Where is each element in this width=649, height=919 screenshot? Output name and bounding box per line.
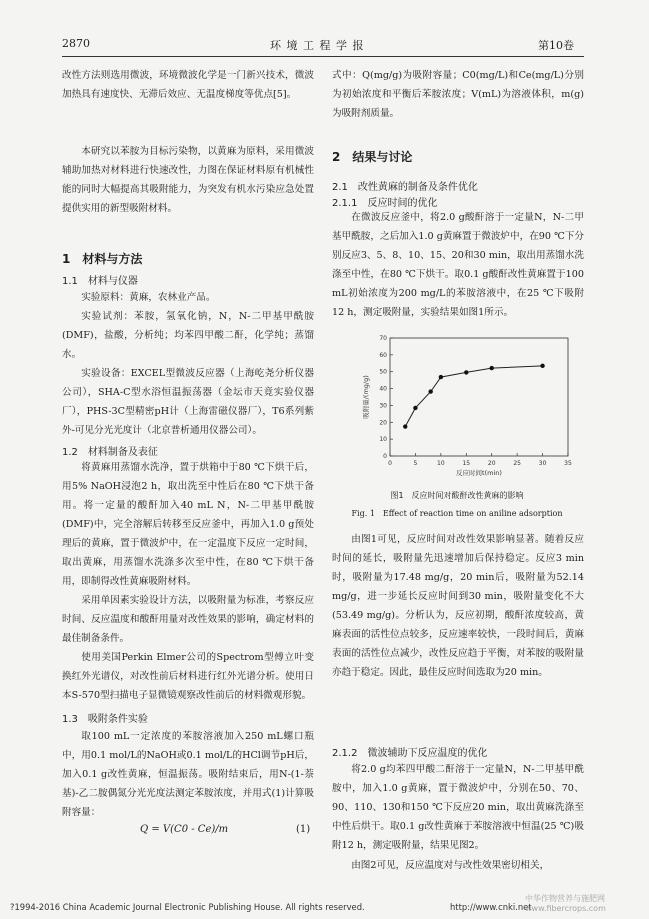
intro-text: 本研究以苯胺为目标污染物，以黄麻为原料，采用微波辅助加热对材料进行快速改性，力图在保证材料原有机械性能的同时大幅提高其吸附能力，为突发有机水污染应急处置提供实用的新型吸附材料。: [62, 146, 314, 214]
y-tick-label: 70: [379, 335, 387, 342]
data-point: [490, 366, 494, 370]
x-tick-label: 0: [388, 460, 392, 467]
last-paragraph: [332, 856, 584, 875]
equation-1: Q = V(C0 - Ce)/m: [140, 824, 229, 835]
y-tick-label: 10: [379, 436, 387, 444]
section-1-3-heading: 1.3 吸附条件实验: [62, 714, 148, 725]
plot-frame: [390, 338, 568, 456]
figure-1-caption-en: Fig. 1 Effect of reaction time on aniline adsorption: [351, 509, 563, 518]
section-1-heading: 1 材料与方法: [62, 252, 143, 266]
x-tick-label: 15: [462, 460, 471, 467]
page-number: 2870: [62, 37, 90, 50]
temperature-text: 将2.0 g均苯四甲酸二酐溶于一定量N，N-二甲基甲酰胺中，加入1.0 g黄麻，置于微波炉中，分别在50、70、90、110、130和150 ℃下反应20 min，取出黄麻洗涤至中性后烘干。取0.1 g改性黄麻于苯胺溶液中恒温(25 ℃)吸附12 h，测定吸附量，结果见图2。: [332, 764, 584, 851]
characterization-text: 使用美国Perkin Elmer公司的Spectrom型傅立叶变换红外光谱仪，对改性前后材料进行红外光谱分析。使用日本S-570型扫描电子显微镜观察改性前后的材料微观形貌。: [62, 652, 314, 701]
x-axis-label: 反应时间t(min): [456, 469, 502, 477]
section-1-2-heading: 1.2 材料制备及表征: [62, 447, 158, 458]
x-tick-label: 35: [564, 460, 572, 467]
section-2-1-2-heading: 2.1.2 微波辅助下反应温度的优化: [332, 748, 488, 759]
data-point: [428, 389, 432, 393]
last-paragraph-text: 由图2可见，反应温度对与改性效果密切相关，: [351, 860, 550, 871]
figure-1-caption-cn: 图1 反应时间对酸酐改性黄麻的影响: [390, 491, 524, 500]
header-rule: [62, 56, 584, 57]
temperature-block: [332, 760, 584, 855]
section-2-1-heading: 2.1 改性黄麻的制备及条件优化: [332, 182, 478, 193]
x-tick-label: 20: [487, 460, 496, 467]
reagents-text: 实验试剂：苯胺，氢氧化钠，N，N-二甲基甲酰胺(DMF)，盐酸，分析纯；均苯四甲酸二酐，化学纯；蒸馏水。: [62, 311, 314, 360]
time-text: 在微波反应釜中，将2.0 g酸酐溶于一定量N，N-二甲基甲酰胺，之后加入1.0 g黄麻置于微波炉中，在90 ℃下分别反应3、5、8、10、15、20和30 min，取出用蒸馏水洗涤至中性，在80 ℃下烘干。取0.1 g酸酐改性黄麻置于100 mL初始浓度为200 mg/L的苯胺溶液中，在25 ℃下吸附12 h，测定吸附量，实验结果如图1所示。: [332, 212, 584, 318]
data-point: [540, 364, 544, 368]
data-point: [464, 370, 468, 374]
x-tick-label: 30: [538, 460, 547, 467]
formula-explanation: [332, 66, 584, 123]
figure-1-chart: [344, 330, 582, 485]
x-tick-label: 25: [513, 460, 521, 467]
section-2-1-1-heading: 2.1.1 反应时间的优化: [332, 198, 438, 209]
section-1-1-heading: 1.1 材料与仪器: [62, 276, 138, 287]
intro-end-paragraph: [62, 66, 314, 104]
y-tick-label: 0: [383, 453, 387, 460]
series-line: [405, 366, 542, 427]
time-block: [332, 208, 584, 322]
preparation-block: [62, 458, 314, 705]
raw-materials-text: 实验原料：黄麻，农林业产品。: [81, 292, 216, 303]
equipment-text: 实验设备：EXCEL型微波反应器（上海屹尧分析仪器公司），SHA-C型水浴恒温振荡器（金坛市天竟实验仪器厂），PHS-3C型精密pH计（上海雷磁仪器厂），T6系列紫外-可见分光光度计（北京普析通用仪器公司）。: [62, 368, 314, 436]
y-tick-label: 30: [379, 402, 387, 410]
method-text: 采用单因素实验设计方法，以吸附量为标准，考察反应时间、反应温度和酸酐用量对改性效果的影响，确定材料的最佳制备条件。: [62, 595, 314, 644]
x-tick-label: 10: [437, 460, 445, 467]
cnki-link[interactable]: http://www.cnki.net: [450, 902, 532, 912]
section-2-heading: 2 结果与讨论: [332, 150, 413, 164]
volume-label: 第10卷: [538, 39, 574, 52]
y-axis-label: 吸附量/(mg/g): [362, 375, 370, 419]
intro-end-text: 改性方法则选用微波，环境微波化学是一门新兴技术，微波加热具有速度快、无滞后效应、无温度梯度等优点[5]。: [62, 70, 314, 100]
y-tick-label: 40: [379, 385, 387, 393]
y-tick-label: 20: [379, 419, 387, 427]
equation-number: (1): [296, 824, 311, 835]
data-point: [403, 424, 407, 428]
data-point: [413, 406, 417, 410]
copyright-notice: ?1994-2016 China Academic Journal Electronic Publishing House. All rights reserved.: [10, 902, 365, 912]
site-watermark: 中华作物营养与施肥网 www.fibercrops.com: [525, 894, 606, 913]
journal-title: 环 境 工 程 学 报: [270, 39, 365, 52]
adsorption-block: [62, 727, 314, 822]
adsorption-text: 取100 mL一定浓度的苯胺溶液加入250 mL螺口瓶中，用0.1 mol/L的NaOH或0.1 mol/L的HCl调节pH后，加入0.1 g改性黄麻，恒温振荡。吸附结束后，用N-(1-萘基)-乙二胺偶氮分光光度法测定苯胺浓度，并用式(1)计算吸附容量：: [62, 731, 314, 818]
formula-text: 式中：Q(mg/g)为吸附容量；C0(mg/L)和Ce(mg/L)分别为初始浓度和平衡后苯胺浓度；V(mL)为溶液体积，m(g)为吸附剂质量。: [332, 70, 584, 119]
data-point: [439, 375, 443, 379]
y-tick-label: 50: [379, 368, 387, 376]
fig1-discussion-text: 由图1可见，反应时间对改性效果影响显著。随着反应时间的延长，吸附量先迅速增加后保持稳定。反应3 min时，吸附量为17.48 mg/g，20 min后，吸附量为52.14 mg/g，进一步延长反应时间到30 min，吸附量变化不大(53.49 mg/g)。分析认为，反应初期，酸酐浓度较高，黄麻表面的活性位点较多，反应速率较快，一段时间后，黄麻表面的活性位点减少，改性反应趋于平衡，对苯胺的吸附量亦趋于稳定。因此，最佳反应时间选取为20 min。: [332, 534, 584, 678]
x-tick-label: 5: [413, 460, 418, 467]
preparation-text: 将黄麻用蒸馏水洗净，置于烘箱中于80 ℃下烘干后，用5% NaOH浸泡2 h，取出洗至中性后在80 ℃下烘干备用。将一定量的酸酐加入40 mL N，N-二甲基甲酰胺(DMF)中，完全溶解后转移至反应釜中，再加入1.0 g预处理后的黄麻，置于微波炉中，在一定温度下反应一定时间，取出黄麻，用蒸馏水洗涤多次至中性，在80 ℃下烘干备用，即制得改性黄麻吸附材料。: [62, 462, 314, 587]
fig1-discussion-block: [332, 530, 584, 682]
intro-paragraph: [62, 142, 314, 218]
materials-block: [62, 288, 314, 440]
y-tick-label: 60: [379, 351, 387, 359]
